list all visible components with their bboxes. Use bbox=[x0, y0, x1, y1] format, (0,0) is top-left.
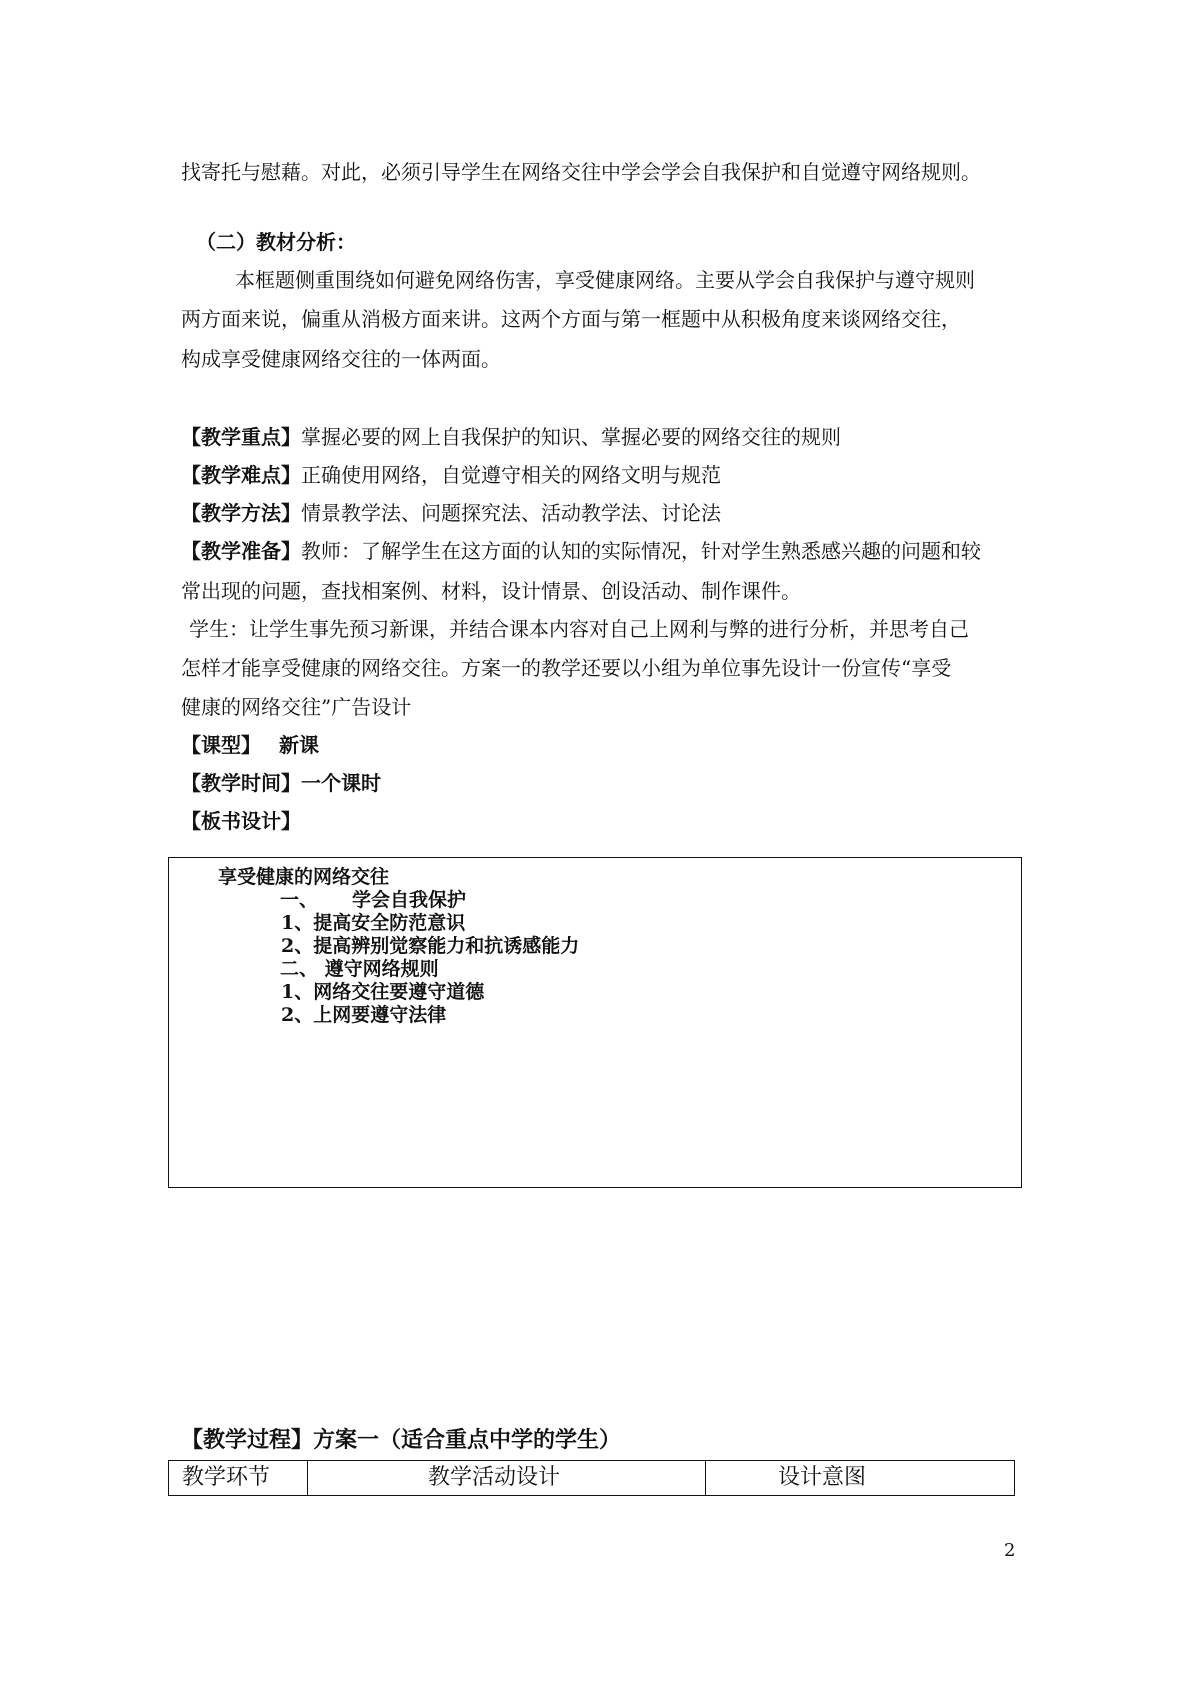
teaching-preparation bbox=[181, 539, 981, 563]
board-item-1: 1、提高安全防范意识 bbox=[281, 912, 466, 934]
teaching-preparation-student-3: 健康的网络交往”广告设计 bbox=[181, 695, 412, 719]
board-item-4: 2、上网要遵守法律 bbox=[281, 1004, 447, 1026]
teaching-difficulty-label: 【教学难点】 bbox=[181, 463, 301, 487]
material-analysis-line-2: 两方面来说，偏重从消极方面来讲。这两个方面与第一框题中从积极角度来谈网络交往， bbox=[181, 307, 961, 331]
table-header-cell: 教学活动设计 bbox=[308, 1461, 706, 1496]
page-number: 2 bbox=[1004, 1540, 1016, 1561]
lesson-type-text: 新课 bbox=[279, 733, 319, 757]
teaching-preparation-teacher-1: 教师：了解学生在这方面的认知的实际情况，针对学生熟悉感兴趣的问题和较 bbox=[301, 539, 981, 563]
teaching-time-text: 一个课时 bbox=[301, 771, 381, 795]
intro-paragraph-tail: 找寄托与慰藉。对此，必须引导学生在网络交往中学会学会自我保护和自觉遵守网络规则。 bbox=[181, 160, 981, 184]
board-item-3: 1、网络交往要遵守道德 bbox=[281, 981, 485, 1003]
board-section-1-number: 一、 bbox=[280, 889, 319, 911]
teaching-method-label: 【教学方法】 bbox=[181, 501, 301, 525]
material-analysis-line-3: 构成享受健康网络交往的一体两面。 bbox=[181, 347, 501, 371]
teaching-focus bbox=[181, 425, 841, 449]
teaching-time bbox=[181, 771, 381, 795]
teaching-process-heading: 【教学过程】方案一（适合重点中学的学生） bbox=[181, 1427, 622, 1453]
teaching-preparation-student-2: 怎样才能享受健康的网络交往。方案一的教学还要以小组为单位事先设计一份宣传“享受 bbox=[181, 656, 952, 680]
table-header-row bbox=[169, 1461, 1015, 1496]
material-analysis-heading: （二）教材分析： bbox=[196, 230, 356, 254]
teaching-preparation-teacher-2: 常出现的问题，查找相案例、材料，设计情景、创设活动、制作课件。 bbox=[181, 579, 801, 603]
teaching-preparation-label: 【教学准备】 bbox=[181, 539, 301, 563]
board-item-2: 2、提高辨别觉察能力和抗诱感能力 bbox=[281, 935, 580, 957]
board-section-2: 二、 遵守网络规则 bbox=[280, 958, 439, 980]
lesson-type-label: 【课型】 bbox=[181, 733, 261, 757]
board-title: 享受健康的网络交往 bbox=[218, 866, 390, 888]
teaching-preparation-student-1: 学生：让学生事先预习新课，并结合课本内容对自己上网利与弊的进行分析，并思考自己 bbox=[189, 617, 969, 641]
lesson-type bbox=[181, 733, 319, 757]
board-design-box bbox=[168, 857, 1022, 1188]
teaching-method bbox=[181, 501, 721, 525]
material-analysis-line-1: 本框题侧重围绕如何避免网络伤害，享受健康网络。主要从学会自我保护与遵守规则 bbox=[235, 268, 975, 292]
board-section-1-text: 学会自我保护 bbox=[352, 889, 467, 911]
teaching-process-table bbox=[168, 1460, 1015, 1496]
teaching-focus-label: 【教学重点】 bbox=[181, 425, 301, 449]
board-design-label: 【板书设计】 bbox=[181, 809, 301, 833]
teaching-focus-text: 掌握必要的网上自我保护的知识、掌握必要的网络交往的规则 bbox=[301, 425, 841, 449]
teaching-difficulty bbox=[181, 463, 721, 487]
teaching-time-label: 【教学时间】 bbox=[181, 771, 301, 795]
table-header-cell: 教学环节 bbox=[169, 1461, 308, 1496]
teaching-method-text: 情景教学法、问题探究法、活动教学法、讨论法 bbox=[301, 501, 721, 525]
teaching-difficulty-text: 正确使用网络，自觉遵守相关的网络文明与规范 bbox=[301, 463, 721, 487]
board-section-1 bbox=[280, 889, 466, 911]
table-header-cell: 设计意图 bbox=[706, 1461, 1015, 1496]
